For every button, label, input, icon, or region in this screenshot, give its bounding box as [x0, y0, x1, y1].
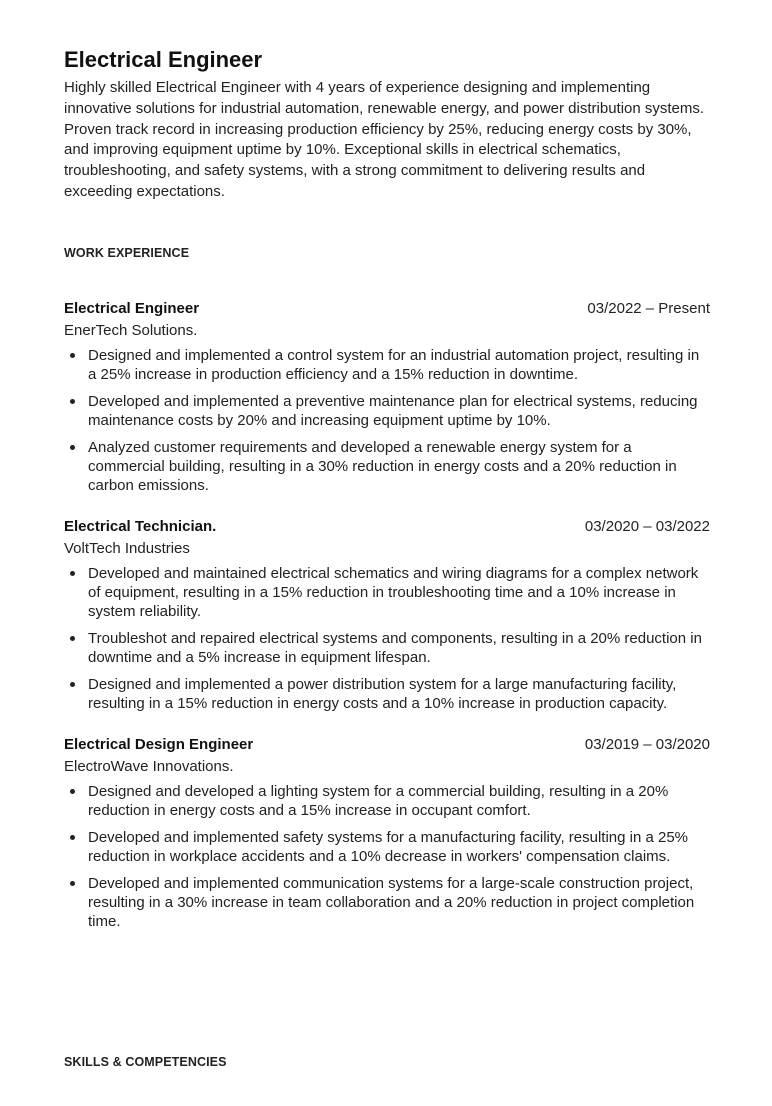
job-title: Electrical Design Engineer	[64, 735, 254, 753]
job-dates: 03/2019 – 03/2020	[584, 735, 710, 753]
achievement-item: Developed and maintained electrical schematics and wiring diagrams for a complex network of equipment, resulting in a 15% reduction in troubleshooting time and a 10% increase in system reliability.	[64, 564, 710, 621]
achievement-list	[64, 564, 710, 713]
achievement-item: Analyzed customer requirements and developed a renewable energy system for a commercial building, resulting in a 30% reduction in energy costs and a 20% reduction in carbon emissions.	[64, 438, 710, 495]
achievement-item: Designed and implemented a power distribution system for a large manufacturing facility, resulting in a 15% reduction in energy costs and a 10% increase in production capacity.	[64, 675, 710, 713]
company-name: EnerTech Solutions.	[64, 321, 198, 339]
work-experience-heading: WORK EXPERIENCE	[64, 245, 190, 260]
job-entry	[64, 298, 710, 495]
company-name: ElectroWave Innovations.	[64, 757, 234, 775]
achievement-list	[64, 346, 710, 495]
achievement-item: Designed and implemented a control system for an industrial automation project, resulting in a 25% increase in production efficiency and a 15% reduction in downtime.	[64, 346, 710, 384]
company-name: VoltTech Industries	[64, 539, 190, 557]
job-dates: 03/2022 – Present	[587, 299, 710, 317]
achievement-list	[64, 782, 710, 931]
job-entry	[64, 516, 710, 713]
achievement-item: Developed and implemented safety systems for a manufacturing facility, resulting in a 25% reduction in workplace accidents and a 10% decrease in workers' compensation claims.	[64, 828, 710, 866]
achievement-item: Designed and developed a lighting system for a commercial building, resulting in a 20% reduction in energy costs and a 15% increase in occupant comfort.	[64, 782, 710, 820]
job-title: Electrical Engineer	[64, 299, 200, 317]
resume-title: Electrical Engineer	[64, 47, 263, 72]
achievement-item: Developed and implemented a preventive maintenance plan for electrical systems, reducing maintenance costs by 20% and increasing equipment uptime by 10%.	[64, 392, 710, 430]
job-title: Electrical Technician.	[64, 517, 217, 535]
job-entry	[64, 734, 710, 931]
work-experience-list	[64, 298, 710, 931]
resume-page	[64, 46, 710, 952]
achievement-item: Developed and implemented communication systems for a large-scale construction project, resulting in a 30% increase in team collaboration and a 20% reduction in project completion time.	[64, 874, 710, 931]
job-dates: 03/2020 – 03/2022	[584, 517, 710, 535]
achievement-item: Troubleshot and repaired electrical systems and components, resulting in a 20% reduction in downtime and a 5% increase in equipment lifespan.	[64, 629, 710, 667]
professional-summary: Highly skilled Electrical Engineer with 4 years of experience designing and implementing innovative solutions for industrial automation, renewable energy, and power distribution systems. Proven track record in increasing production efficiency by 25%, reducing energy costs by 30%, and improving equipment uptime by 10%. Exceptional skills in electrical schematics, troubleshooting, and safety systems, with a strong commitment to delivering results and exceeding expectations.	[64, 79, 705, 200]
skills-heading: SKILLS & COMPETENCIES	[64, 1055, 227, 1069]
